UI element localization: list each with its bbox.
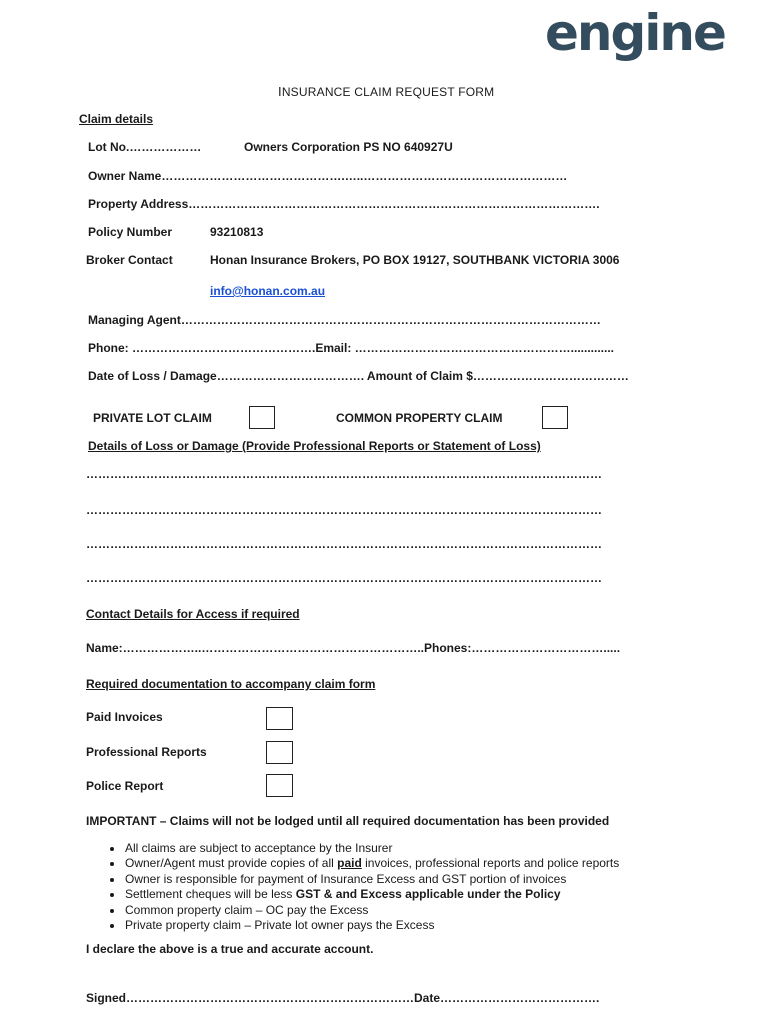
contact-name-phones-field[interactable]: Name:………………..………………………………………………..Phones:……………………………..... [86,641,621,655]
important-bullet-list [108,841,619,933]
contact-details-heading: Contact Details for Access if required [86,607,300,621]
loss-details-line[interactable]: ………………………………………………………………………………………………………………… [86,537,602,551]
bullet-item [124,872,619,887]
broker-contact-value: Honan Insurance Brokers, PO BOX 19127, SOUTHBANK VICTORIA 3006 [210,253,620,267]
loss-details-line[interactable]: ………………………………………………………………………………………………………………… [86,571,602,585]
policy-number-label: Policy Number [88,225,173,239]
bullet-item [124,856,619,871]
bullet-item-emphasis: GST & and Excess applicable under the Policy [295,887,561,902]
managing-agent-field[interactable]: Managing Agent…………………………………………………………………………………………… [88,313,601,327]
bullet-item-text: Settlement cheques will be less [125,887,296,902]
form-title-initial: I [278,84,282,99]
common-property-claim-checkbox[interactable] [542,406,568,429]
form-title-rest: NSURANCE CLAIM REQUEST FORM [281,85,495,99]
private-lot-claim-checkbox[interactable] [249,406,275,429]
police-report-label: Police Report [86,779,164,793]
broker-contact-label: Broker Contact [86,253,173,267]
bullet-item-text: Owner is responsible for payment of Insurance Excess and GST portion of invoices [125,871,567,886]
bullet-item-text: invoices, professional reports and police reports [361,856,620,871]
required-documentation-heading: Required documentation to accompany claim form [86,677,376,691]
date-amount-field[interactable]: Date of Loss / Damage………………………………. Amount of Claim $………………………………… [88,369,629,383]
owner-name-field[interactable]: Owner Name……………………………………….…..…………………………………………… [88,169,568,183]
bullet-item [124,903,619,918]
declaration-statement: I declare the above is a true and accurate account. [86,942,374,956]
loss-details-line[interactable]: ………………………………………………………………………………………………………………… [86,503,602,517]
common-property-claim-label: COMMON PROPERTY CLAIM [336,411,503,425]
private-lot-claim-label: PRIVATE LOT CLAIM [93,411,212,425]
bullet-item-text: Owner/Agent must provide copies of all [125,856,338,871]
bullet-item-text: Private property claim – Private lot owner pays the Excess [125,918,435,933]
property-address-field[interactable]: Property Address…………………………………………………………………………………………. [88,197,600,211]
important-notice: IMPORTANT – Claims will not be lodged until all required documentation has been provided [86,814,610,828]
owners-corporation: Owners Corporation PS NO 640927U [244,140,453,154]
bullet-item [124,918,619,933]
form-title [278,84,494,99]
broker-email-link[interactable]: info@honan.com.au [210,284,326,298]
police-report-checkbox[interactable] [266,774,293,797]
bullet-item [124,841,619,856]
loss-details-heading: Details of Loss or Damage (Provide Professional Reports or Statement of Loss) [88,439,541,453]
bullet-item-text: All claims are subject to acceptance by the Insurer [125,841,393,855]
loss-details-line[interactable]: ………………………………………………………………………………………………………………… [86,467,602,481]
professional-reports-checkbox[interactable] [266,741,293,764]
claim-details-heading: Claim details [79,112,154,126]
paid-invoices-label: Paid Invoices [86,710,163,724]
paid-invoices-checkbox[interactable] [266,707,293,730]
bullet-item-text: Common property claim – OC pay the Excess [125,902,369,917]
signature-date-field[interactable]: Signed………………………………………………………………Date…………………………………. [86,991,600,1005]
bullet-item [124,887,619,902]
policy-number-value: 93210813 [210,225,264,239]
lot-no-field[interactable]: Lot No.……………… [88,140,202,154]
phone-email-field[interactable]: Phone: ……………………………………….Email: ………………………………………………............. [88,341,615,355]
engine-logo: engine [545,4,725,62]
bullet-item-emphasis: paid [337,856,362,871]
professional-reports-label: Professional Reports [86,745,207,759]
